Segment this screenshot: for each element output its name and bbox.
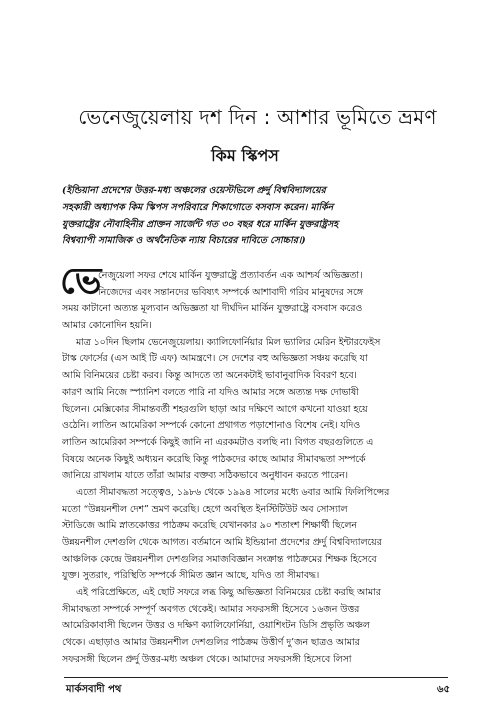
drop-cap: ভে	[60, 261, 102, 302]
intro-line: যুক্তরাষ্ট্রের নৌবাহিনীর প্রাক্তন সার্জেন্ট গত ৩০ বছর ধরে মার্কিন যুক্তরাষ্ট্রসহ	[62, 218, 339, 230]
body-line: আমি বিনিময়ের চেষ্টা করব। কিন্তু আদতে তা অনেকটাই ভাবানুবাদিক বিবরণ হবে।	[62, 370, 357, 382]
body-line: আঞ্চলিক কেন্দ্রে উন্নয়নশীল দেশগুলির সমাজবিজ্ঞান সংক্রান্ত পাঠক্রমের শিক্ষক হিসেবে	[62, 553, 377, 565]
body-line: কারণ আমি নিজে স্প্যানিশ বলতে পারি না যদিও আমার সঙ্গে অত্যন্ত দক্ষ দোভাষী	[62, 386, 359, 398]
body-line: টাস্ক ফোর্সের (এস আই টি এফ) আমন্ত্রণে। সে দেশের বহু অভিজ্ঞতা সঞ্চয় করেছি যা	[62, 353, 368, 365]
intro-line: (ইন্ডিয়ানা প্রদেশের উত্তর-মধ্য অঞ্চলের ওয়েস্টভিলে প্রুর্দু বিশ্ববিদ্যালয়ের	[62, 185, 326, 196]
body-line: ওঠেনি। লাতিন আমেরিকা সম্পর্কে কোনো প্রথাগত পড়াশোনাও বিশেষ নেই। যদিও	[62, 420, 361, 432]
body-line: আমেরিকাবাসী ছিলেন উত্তর ও দক্ষিণ ক্যালিফোর্নিয়া, ওয়াশিংটন ডিসি প্রভৃতি অঞ্চল	[62, 620, 370, 632]
body-line: উন্নয়নশীল দেশগুলি থেকে আগত। বর্তমানে আমি ইন্ডিয়ানা প্রদেশের প্রুর্দু বিশ্ববিদ্যালয়ের	[62, 537, 382, 548]
body-line: মাত্র ১০দিন ছিলাম ভেনেজুয়েলায়। ক্যালিফোর্নিয়ার মিল ভ্যালির মেরিন ইন্টারফেইস	[76, 336, 381, 348]
body-line: সীমাবদ্ধতা সম্পর্কে সম্পূর্ণ অবগত থেকেই। আমার সফরসঙ্গী হিসেবে ১৬জন উত্তর	[62, 603, 360, 615]
article-author: কিম স্কিপস	[211, 146, 279, 165]
intro-line: বিশ্বব্যাপী সামাজিক ও অর্থনৈতিক ন্যায় বিচারের দাবিতে সোচ্চার।)	[62, 235, 306, 247]
body-line: থেকে। এছাড়াও আমার উন্নয়নশীল দেশগুলির পাঠক্রম উত্তীর্ণ দু’জন ছাত্রও আমার	[62, 637, 360, 649]
body-line: স্টাডিজে আমি স্নাতকোত্তর পাঠক্রম করেছি যেখানকার ৯০ শতাংশ শিক্ষার্থী ছিলেন	[62, 520, 357, 532]
body-line: ছিলেন। মেক্সিকোর সীমান্তবর্তী শহরগুলি ছাড়া আর দক্ষিণে আগে কখনো যাওয়া হয়ে	[62, 403, 368, 415]
body-line: নেজুয়েলা সফর শেষে মার্কিন যুক্তরাষ্ট্রে প্রত্যাবর্তন এক আশ্চর্য অভিজ্ঞতা।	[98, 270, 363, 281]
body-line: জানিয়ে রাখলাম যাতে তাঁরা আমার বক্তব্য সঠিকভাবে অনুধাবন করতে পারেন।	[62, 470, 348, 482]
body-line: সফরসঙ্গী ছিলেন প্রুর্দু উত্তর-মধ্য অঞ্চল থেকে। আমাদের সফরসঙ্গী হিসেবে লিসা	[62, 653, 352, 665]
intro-paragraph	[62, 183, 454, 250]
page-number: ৬৫	[437, 684, 450, 695]
footer-divider	[64, 677, 448, 678]
journal-name: মার্কসবাদী পথ	[66, 684, 122, 695]
body-line: সময় কাটানো অত্যন্ত মূল্যবান অভিজ্ঞতা যা দীর্ঘদিন মার্কিন যুক্তরাষ্ট্রে বসবাস করেও	[62, 303, 363, 315]
body-line: আমার কোনোদিন হয়নি।	[62, 320, 152, 332]
body-line: মতো “উন্নয়নশীল দেশ” ভ্রমণ করেছি। হেগে অবস্থিত ইনস্টিটিউট অব সোস্যাল	[62, 503, 348, 515]
body-line: নিজেদের এবং সন্তানদের ভবিষ্যৎ সম্পর্কে আশাবাদী গরিব মানুষদের সঙ্গে	[98, 286, 363, 298]
body-line: এতো সীমাবদ্ধতা সত্ত্বেও, ১৯৮৬ থেকে ১৯৯৪ সালের মধ্যে ৬বার আমি ফিলিপিন্সের	[76, 486, 390, 498]
article-title: ভেনেজুয়েলায় দশ দিন : আশার ভূমিতে ভ্রমণ	[78, 105, 437, 129]
body-line: এই পরিপ্রেক্ষিতে, এই ছোট সফরে লব্ধ কিছু অভিজ্ঞতা বিনিময়ের চেষ্টা করছি আমার	[76, 587, 381, 599]
intro-line: সহকারী অধ্যাপক কিম স্কিপস সপরিবারে শিকাগোতে বসবাস করেন। মার্কিন	[62, 201, 334, 213]
body-line: বিষয়ে অনেক কিছুই অধ্যয়ন করেছি কিন্তু পাঠকদের কাছে আমার সীমাবদ্ধতা সম্পর্কে	[62, 453, 366, 465]
body-line: লাতিন আমেরিকা সম্পর্কে কিছুই জানি না এরকমটাও বলছি না। বিগত বছরগুলিতে এ	[62, 436, 374, 448]
body-text	[62, 268, 454, 669]
body-line: যুক্ত। সুতরাং, পরিস্থিতি সম্পর্কে সীমিত জ্ঞান আছে, যদিও তা সীমাবদ্ধ।	[62, 570, 320, 582]
